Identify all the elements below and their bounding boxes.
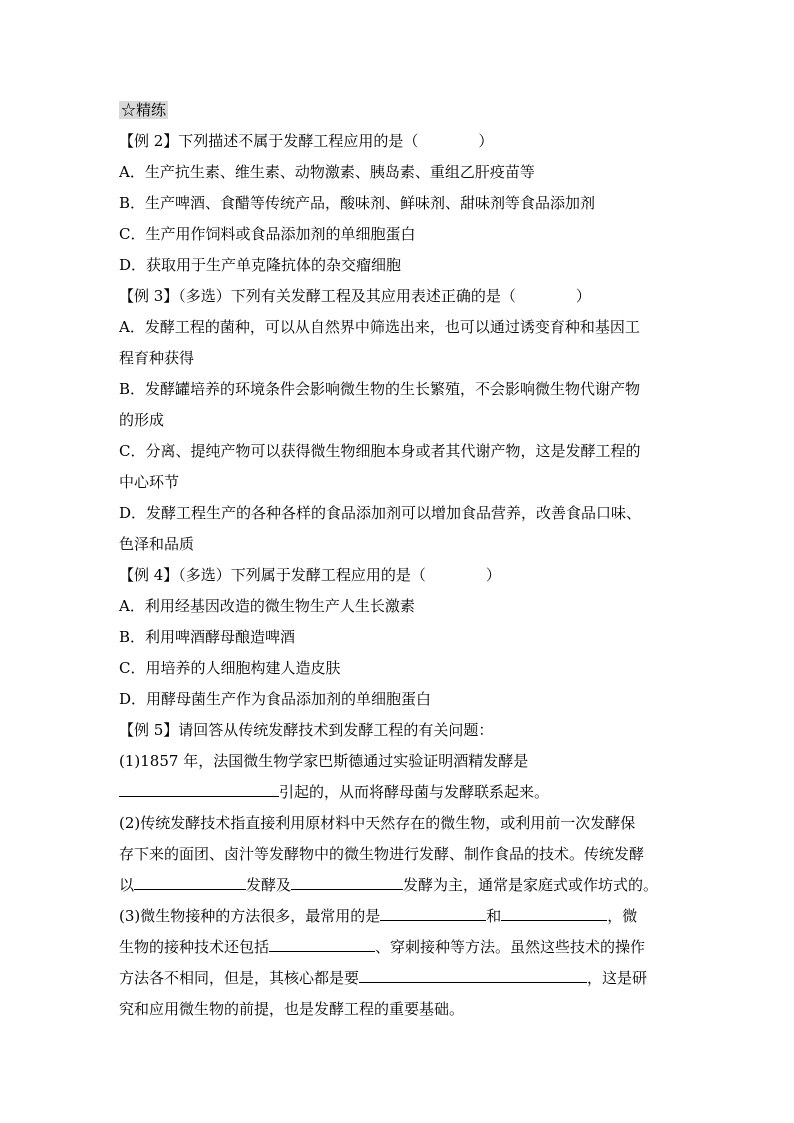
question-3-option-b-line-2: 的形成 (119, 411, 165, 429)
question-5-part-1-tail: 引起的，从而将酵母菌与发酵联系起来。 (279, 783, 550, 801)
section-title (119, 95, 675, 126)
question-2-stem: 【例 2】下列描述不属于发酵工程应用的是（ ） (119, 132, 494, 150)
question-5-part-3-text-d: 生物的接种技术还包括 (119, 938, 270, 956)
question-4-option-b: B．利用啤酒酵母酿造啤酒 (119, 628, 296, 646)
question-5-part-3-text-b: 和 (486, 907, 502, 925)
question-5-stem: 【例 5】请回答从传统发酵技术到发酵工程的有关问题： (119, 721, 494, 739)
answer-blank-7[interactable] (359, 966, 587, 983)
question-5-part-3-text-f: 方法各不相同，但是，其核心都是要 (119, 969, 360, 987)
answer-blank-4[interactable] (380, 904, 486, 921)
answer-blank-6[interactable] (269, 935, 375, 952)
question-5-part-3-text-g: ，这是研 (587, 969, 648, 987)
question-2-option-a: A．生产抗生素、维生素、动物激素、胰岛素、重组乙肝疫苗等 (119, 163, 535, 181)
answer-blank-2[interactable] (134, 873, 246, 890)
question-4-option-d: D．用酵母菌生产作为食品添加剂的单细胞蛋白 (119, 690, 432, 708)
question-3-option-c-line-1: C．分离、提纯产物可以获得微生物细胞本身或者其代谢产物，这是发酵工程的 (119, 442, 641, 460)
question-5-part-3-line-4: 究和应用微生物的前提，也是发酵工程的重要基础。 (119, 1000, 465, 1018)
question-2-option-c: C．生产用作饲料或食品添加剂的单细胞蛋白 (119, 225, 416, 243)
exercise-content (119, 95, 675, 1025)
question-5-part-2-line-1: (2)传统发酵技术指直接利用原材料中天然存在的微生物，或利用前一次发酵保 (119, 814, 636, 832)
answer-blank-5[interactable] (501, 904, 607, 921)
question-3-option-a-line-2: 程育种获得 (119, 349, 195, 367)
question-5-part-3-text-c: ，微 (607, 907, 638, 925)
question-5-part-2-text-b: 发酵及 (246, 876, 292, 894)
question-4-option-c: C．用培养的人细胞构建人造皮肤 (119, 659, 341, 677)
answer-blank-1[interactable] (119, 780, 279, 797)
question-5-part-1-line-1: (1)1857 年，法国微生物学家巴斯德通过实验证明酒精发酵是 (119, 752, 529, 770)
question-5-part-3-line-1 (119, 901, 675, 932)
question-3-option-d-line-2: 色泽和品质 (119, 535, 195, 553)
question-3-option-c-line-2: 中心环节 (119, 473, 180, 491)
question-4-stem: 【例 4】（多选）下列属于发酵工程应用的是（ ） (119, 566, 501, 584)
question-3-option-b-line-1: B．发酵罐培养的环境条件会影响微生物的生长繁殖，不会影响微生物代谢产物 (119, 380, 641, 398)
question-3-option-a-line-1: A．发酵工程的菌种，可以从自然界中筛选出来，也可以通过诱变育种和基因工 (119, 318, 640, 336)
section-title-label: ☆精练 (121, 101, 167, 119)
question-3-option-d-line-1: D．发酵工程生产的各种各样的食品添加剂可以增加食品营养，改善食品口味、 (119, 504, 642, 522)
question-5-part-1-line-2 (119, 777, 675, 808)
question-5-part-2-line-2: 存下来的面团、卤汁等发酵物中的微生物进行发酵、制作食品的技术。传统发酵 (119, 845, 645, 863)
question-5-part-3-line-3 (119, 963, 675, 994)
answer-blank-3[interactable] (291, 873, 403, 890)
question-5-part-2-text-c: 发酵为主，通常是家庭式或作坊式的。 (403, 876, 659, 894)
question-2-option-d: D．获取用于生产单克隆抗体的杂交瘤细胞 (119, 256, 402, 274)
question-2-option-b: B．生产啤酒、食醋等传统产品，酸味剂、鲜味剂、甜味剂等食品添加剂 (119, 194, 596, 212)
question-5-part-3-line-2 (119, 932, 675, 963)
question-5-part-3-text-e: 、穿刺接种等方法。虽然这些技术的操作 (375, 938, 646, 956)
question-3-stem: 【例 3】（多选）下列有关发酵工程及其应用表述正确的是（ ） (119, 287, 591, 305)
question-5-part-3-text-a: (3)微生物接种的方法很多，最常用的是 (119, 907, 381, 925)
question-5-part-2-line-3 (119, 870, 675, 901)
question-4-option-a: A．利用经基因改造的微生物生产人生长激素 (119, 597, 415, 615)
question-5-part-2-text-a: 以 (119, 876, 135, 894)
